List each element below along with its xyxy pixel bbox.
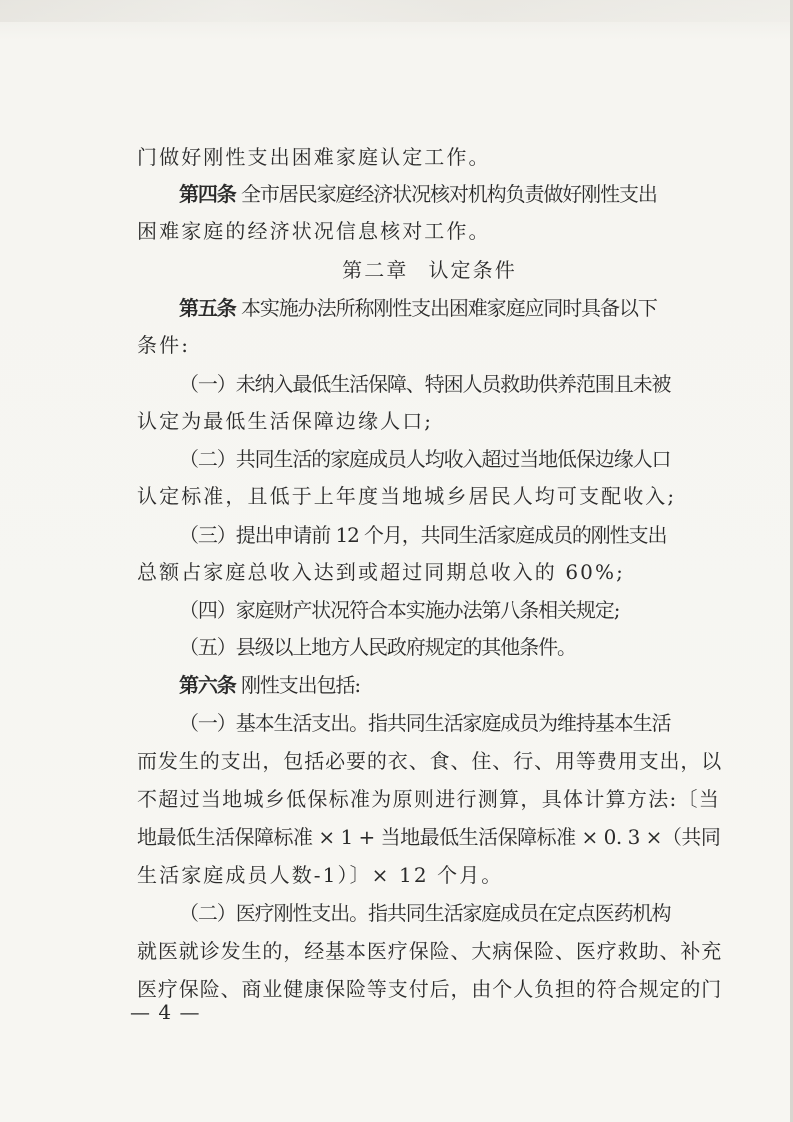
paragraph-line: 条件: [137,333,191,357]
list-item-line: （四）家庭财产状况符合本实施办法第八条相关规定; [179,598,620,622]
article-heading: 第六条 [179,673,236,697]
paragraph-line: 不超过当地城乡低保标准为原则进行测算，具体计算方法:〔当 [137,787,721,811]
paragraph-line: 而发生的支出，包括必要的衣、食、住、行、用等费用支出，以 [137,749,723,773]
article-heading: 第四条 [179,182,236,206]
paragraph-line: 就医就诊发生的，经基本医疗保险、大病保险、医疗救助、补充 [137,939,723,963]
article-heading: 第五条 [179,296,236,320]
chapter-heading: 第二章 认定条件 [342,258,517,282]
paragraph-line: 困难家庭的经济状况信息核对工作。 [137,219,491,243]
paragraph-line: 生活家庭成员人数-1）〕× 12 个月。 [137,863,504,887]
list-item-line: （一）未纳入最低生活保障、特困人员救助供养范围且未被 [179,372,671,396]
list-item-line: （二）医疗刚性支出。指共同生活家庭成员在定点医药机构 [179,901,671,925]
article-five-line: 第五条 本实施办法所称刚性支出困难家庭应同时具备以下 [179,296,657,320]
scan-edge-top [0,0,793,22]
list-item-line: （二）共同生活的家庭成员人均收入超过当地低保边缘人口 [179,447,671,471]
paragraph-line: 门做好刚性支出困难家庭认定工作。 [137,145,491,169]
list-item-line: （三）提出申请前 12 个月，共同生活家庭成员的刚性支出 [179,523,667,547]
paragraph-line: 地最低生活保障标准 × 1 + 当地最低生活保障标准 × 0. 3 ×（共同 [137,825,721,849]
article-four-line: 第四条 全市居民家庭经济状况核对机构负责做好刚性支出 [179,182,657,206]
paragraph-line: 认定标准，且低于上年度当地城乡居民人均可支配收入; [137,484,677,508]
paragraph-line: 医疗保险、商业健康保险等支付后，由个人负担的符合规定的门 [137,977,723,1001]
paragraph-line: 总额占家庭总收入达到或超过同期总收入的 60%; [137,560,625,584]
list-item-line: （五）县级以上地方人民政府规定的其他条件。 [179,635,576,659]
article-six-line: 第六条 刚性支出包括: [179,673,361,697]
list-item-line: （一）基本生活支出。指共同生活家庭成员为维持基本生活 [179,711,671,735]
paragraph-line: 认定为最低生活保障边缘人口; [137,409,434,433]
page-number: — 4 — [130,1000,201,1024]
